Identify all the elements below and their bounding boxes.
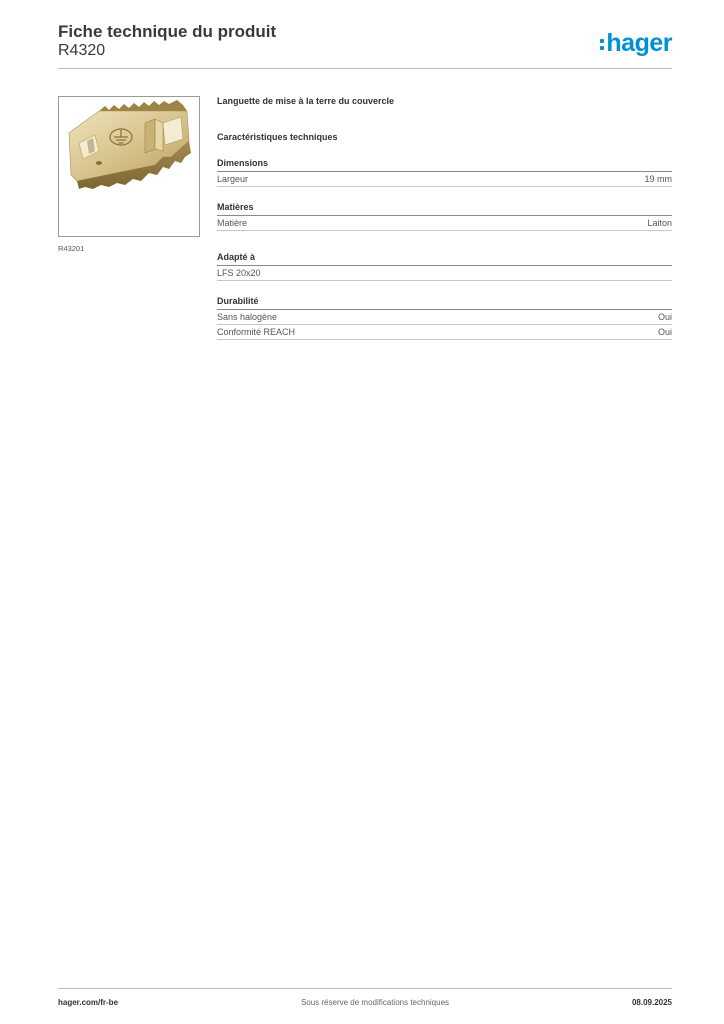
group-title: Durabilité — [217, 295, 672, 310]
spec-row — [217, 216, 672, 231]
spec-value: 19 mm — [644, 174, 672, 184]
logo-dots-icon — [600, 39, 604, 50]
page-header — [58, 22, 672, 60]
grounding-tab-illustration — [59, 97, 199, 236]
spec-value: Laiton — [647, 218, 672, 228]
group-title: Adapté à — [217, 251, 672, 266]
header-divider — [58, 68, 672, 69]
spec-row — [217, 172, 672, 187]
footer-date: 08.09.2025 — [631, 998, 672, 1007]
product-details — [217, 95, 672, 340]
group-title: Matières — [217, 201, 672, 216]
group-materials — [217, 201, 672, 231]
spec-value: Oui — [657, 312, 672, 322]
hager-logo — [600, 30, 672, 56]
spec-row — [217, 325, 672, 340]
spec-row — [217, 266, 672, 281]
product-reference: R4320 — [58, 42, 106, 59]
spec-label: Largeur — [217, 174, 249, 184]
spec-row — [217, 310, 672, 325]
image-caption: R43201 — [58, 244, 85, 253]
page-title: Fiche technique du produit — [58, 22, 277, 41]
spec-label: LFS 20x20 — [217, 268, 261, 278]
footer-note: Sous réserve de modifications techniques — [300, 998, 450, 1007]
section-title: Caractéristiques techniques — [217, 132, 338, 142]
group-sustainability — [217, 295, 672, 340]
group-dimensions — [217, 157, 672, 187]
footer-divider — [58, 988, 672, 989]
group-compatible — [217, 251, 672, 281]
page-footer — [58, 998, 672, 1007]
spec-label: Matière — [217, 218, 248, 228]
group-title: Dimensions — [217, 157, 672, 172]
product-image — [58, 96, 200, 237]
spec-value: Oui — [657, 327, 672, 337]
spec-label: Conformité REACH — [217, 327, 296, 337]
logo-text: hager — [606, 29, 672, 57]
footer-url[interactable]: hager.com/fr-be — [58, 998, 119, 1007]
product-description: Languette de mise à la terre du couvercle — [217, 96, 395, 106]
spec-label: Sans halogène — [217, 312, 278, 322]
